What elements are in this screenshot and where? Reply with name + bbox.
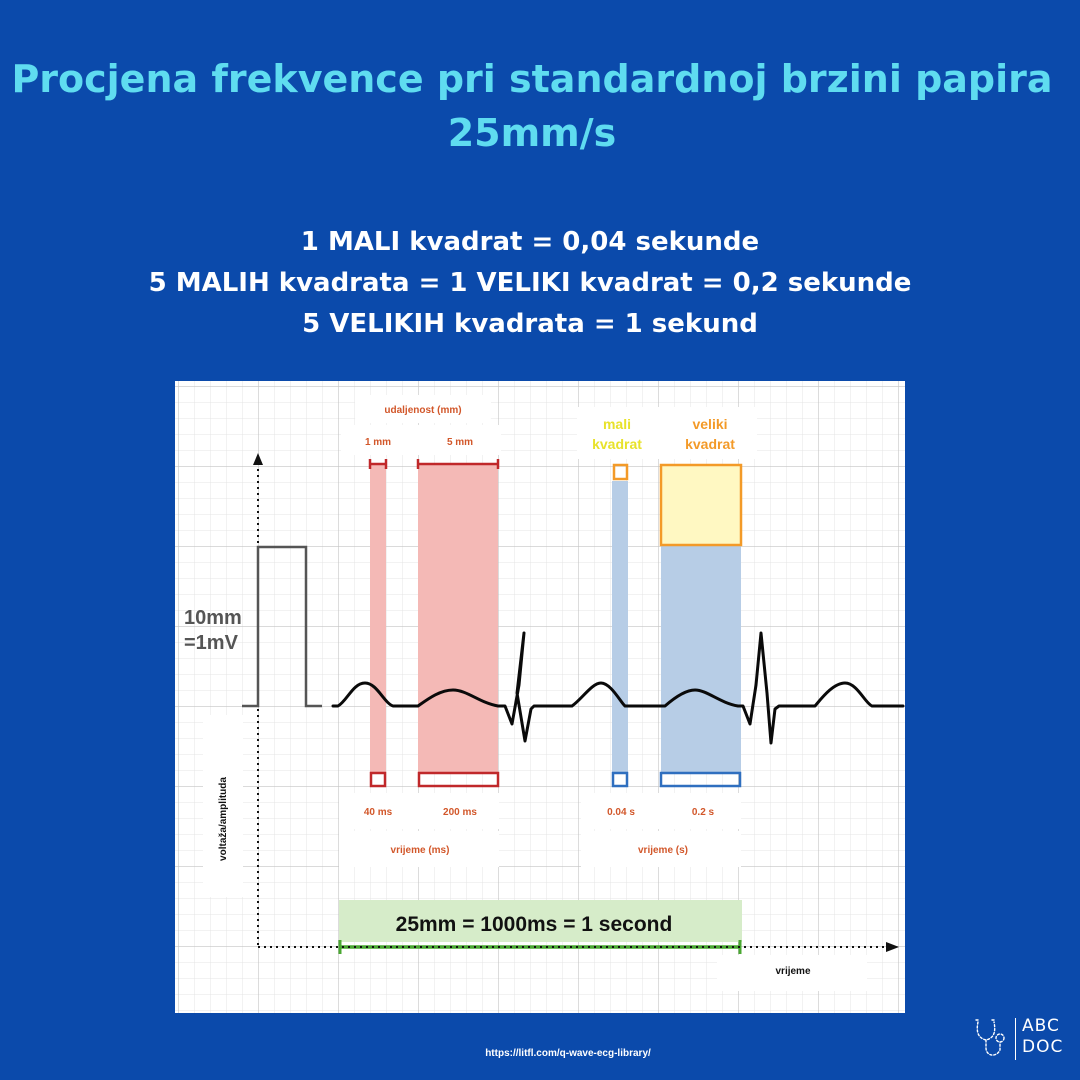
page-title	[0, 52, 1064, 160]
calibration-label-2: =1mV	[184, 632, 238, 654]
y-axis-label: voltaža/amplituda	[218, 777, 229, 861]
large-square-box	[661, 465, 741, 545]
rule-small-square: 1 MALI kvadrat = 0,04 sekunde	[300, 227, 760, 257]
rule-one-second: 5 VELIKIH kvadrata = 1 sekund	[302, 309, 758, 339]
label-02s: 0.2 s	[691, 807, 715, 818]
label-200ms: 200 ms	[443, 807, 477, 818]
s-labels-panel	[581, 793, 741, 829]
band-small-square	[612, 481, 628, 773]
large-square-label-1: veliki	[692, 416, 728, 432]
label-5mm: 5 mm	[446, 437, 474, 448]
x-axis-label: vrijeme	[775, 966, 811, 977]
rule-large-square: 5 MALIH kvadrata = 1 VELIKI kvadrat = 0,2 sekunde	[148, 268, 912, 298]
calibration-label-1: 10mm	[184, 607, 242, 629]
source-link[interactable]: https://litfl.com/q-wave-ecg-library/	[485, 1048, 651, 1059]
label-40ms: 40 ms	[363, 807, 393, 818]
logo-text	[1022, 1016, 1063, 1058]
small-square-label-2: kvadrat	[592, 436, 642, 452]
ecg-diagram-svg	[175, 381, 905, 1013]
large-square-label-2: kvadrat	[685, 436, 735, 452]
one-second-label: 25mm = 1000ms = 1 second	[395, 913, 673, 936]
abc-doc-logo	[972, 1016, 1062, 1062]
label-1mm: 1 mm	[364, 437, 392, 448]
band-5mm	[418, 463, 498, 773]
label-004s: 0.04 s	[607, 807, 635, 818]
title-line-1: Procjena frekvence pri standardnoj brzini papira	[11, 57, 1053, 101]
small-square-label-1: mali	[602, 416, 632, 432]
title-line-2: 25mm/s	[447, 111, 617, 155]
rules-block	[0, 222, 1060, 345]
distance-header: udaljenost (mm)	[384, 405, 462, 416]
band-1mm	[370, 463, 386, 773]
ecg-diagram	[175, 381, 905, 1013]
logo-text-doc: DOC	[1022, 1037, 1064, 1057]
logo-divider	[1015, 1018, 1016, 1060]
logo-text-abc: ABC	[1022, 1016, 1060, 1036]
stethoscope-icon	[972, 1016, 1012, 1062]
band-large-square	[661, 545, 741, 773]
label-time-s: vrijeme (s)	[637, 845, 689, 856]
label-time-ms: vrijeme (ms)	[390, 845, 450, 856]
